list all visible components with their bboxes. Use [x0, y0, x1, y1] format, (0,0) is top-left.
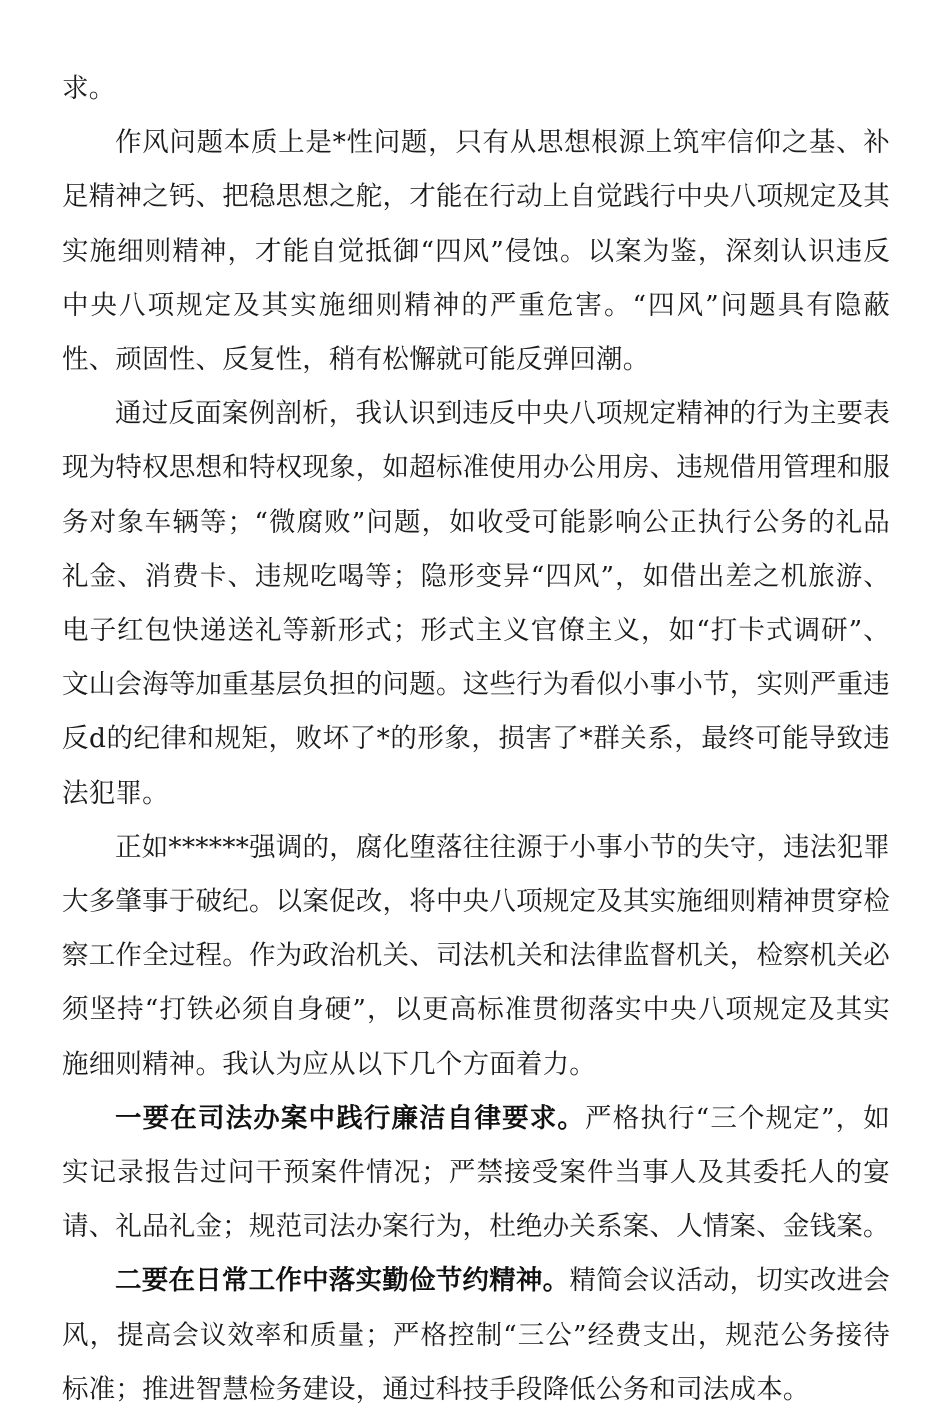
paragraph-text: 正如******强调的，腐化堕落往往源于小事小节的失守，违法犯罪大多肇事于破纪。以案促改，将中央八项规定及其实施细则精神贯穿检察工作全过程。作为政治机关、司法机关和法律监督机关，检察机关必须坚持“打铁必须自身硬”，以更高标准贯彻落实中央八项规定及其实施细则精神。我认为应从以下几个方面着力。 — [62, 831, 890, 1080]
paragraph-point-two — [62, 1254, 890, 1417]
paragraph-text: 作风问题本质上是*性问题，只有从思想根源上筑牢信仰之基、补足精神之钙、把稳思想之舵，才能在行动上自觉践行中央八项规定及其实施细则精神，才能自觉抵御“四风”侵蚀。以案为鉴，深刻认识违反中央八项规定及其实施细则精神的严重危害。“四风”问题具有隐蔽性、顽固性、反复性，稍有松懈就可能反弹回潮。 — [62, 127, 890, 376]
paragraph-heading: 二要在日常工作中落实勤俭节约精神。 — [115, 1265, 570, 1297]
paragraph-text: 求。 — [62, 73, 116, 104]
paragraph-quote — [62, 821, 890, 1092]
paragraph-point-one — [62, 1092, 890, 1255]
paragraph-case-analysis — [62, 387, 890, 821]
document-body — [62, 62, 890, 1417]
paragraph-text: 通过反面案例剖析，我认识到违反中央八项规定精神的行为主要表现为特权思想和特权现象，如超标准使用办公用房、违规借用管理和服务对象车辆等；“微腐败”问题，如收受可能影响公正执行公务的礼品礼金、消费卡、违规吃喝等；隐形变异“四风”，如借出差之机旅游、电子红包快递送礼等新形式；形式主义官僚主义，如“打卡式调研”、文山会海等加重基层负担的问题。这些行为看似小事小节，实则严重违反d的纪律和规矩，败坏了*的形象，损害了*群关系，最终可能导致违法犯罪。 — [62, 398, 890, 809]
paragraph-heading: 一要在司法办案中践行廉洁自律要求。 — [115, 1102, 586, 1134]
paragraph-continuation — [62, 62, 890, 116]
paragraph-work-style — [62, 116, 890, 387]
paragraph-text: 严格执行“三个规定”，如实记录报告过问干预案件情况；严禁接受案件当事人及其委托人的宴请、礼品礼金；规范司法办案行为，杜绝办关系案、人情案、金钱案。 — [62, 1102, 890, 1243]
paragraph-text: 精简会议活动，切实改进会风，提高会议效率和质量；严格控制“三公”经费支出，规范公务接待标准；推进智慧检务建设，通过科技手段降低公务和司法成本。 — [62, 1265, 890, 1405]
